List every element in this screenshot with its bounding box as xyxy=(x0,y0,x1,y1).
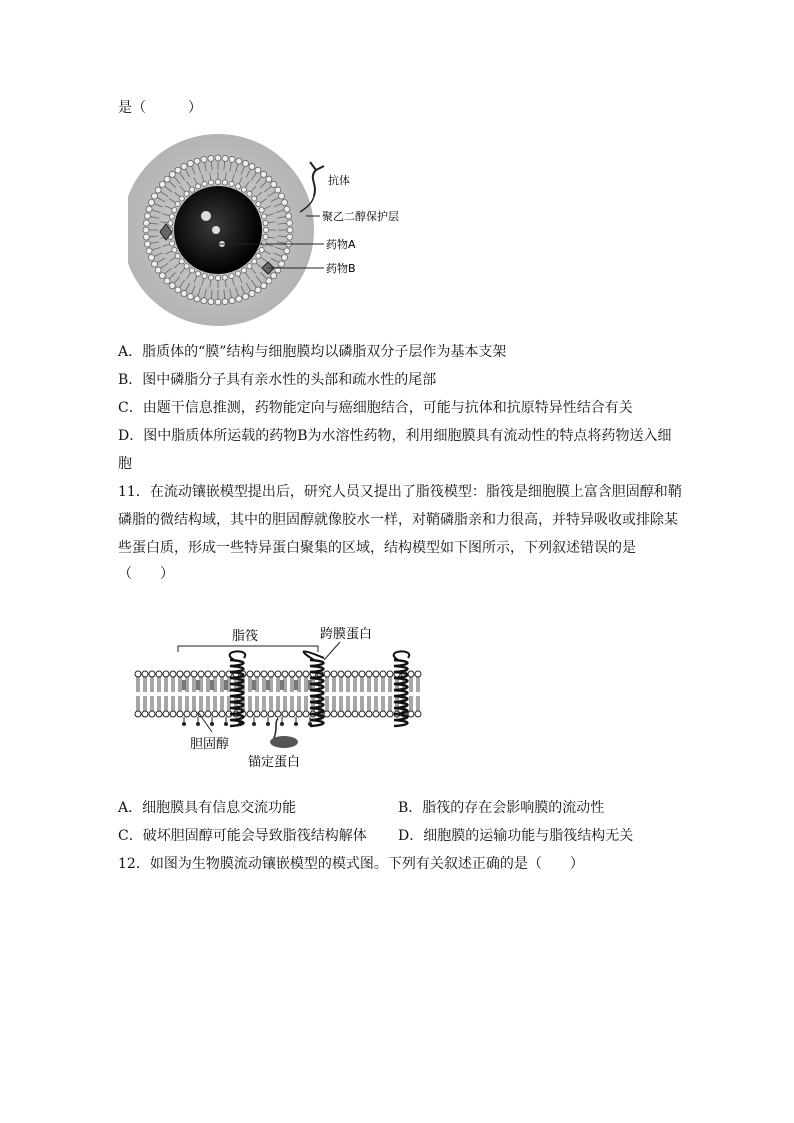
lipid-raft-label: 脂筏 xyxy=(232,629,259,644)
cholesterol-label: 胆固醇 xyxy=(190,737,230,752)
q11-stem-line2: 磷脂的微结构域，其中的胆固醇就像胶水一样，对鞘磷脂亲和力很高，并特异吸收或排除某 xyxy=(118,512,678,528)
antibody-label: 抗体 xyxy=(328,174,350,187)
q10-option-d-line2: 胞 xyxy=(118,456,132,472)
q11-option-d: D．细胞膜的运输功能与脂筏结构无关 xyxy=(398,828,634,844)
drug-b-label: 药物B xyxy=(326,262,356,275)
phospholipid-bilayer xyxy=(135,671,421,726)
drug-a-particle xyxy=(212,226,220,234)
anchor-protein-label: 锚定蛋白 xyxy=(248,755,301,770)
q11-stem-line4: （ ） xyxy=(118,566,174,582)
transmembrane-protein-label: 跨膜蛋白 xyxy=(320,627,373,642)
drug-a-label: 药物A xyxy=(326,238,356,251)
q11-stem-line3: 些蛋白质，形成一些特异蛋白聚集的区域，结构模型如下图所示，下列叙述错误的是 xyxy=(118,540,636,556)
q10-option-b: B．图中磷脂分子具有亲水性的头部和疏水性的尾部 xyxy=(118,372,437,388)
q11-option-a: A．细胞膜具有信息交流功能 xyxy=(118,800,297,816)
lipid-raft-bracket xyxy=(178,646,318,652)
q11-stem-line1: 11．在流动镶嵌模型提出后，研究人员又提出了脂筏模型：脂筏是细胞膜上富含胆固醇和鞘 xyxy=(118,484,682,500)
q10-option-d-line1: D．图中脂质体所运载的药物B为水溶性药物，利用细胞膜具有流动性的特点将药物送入细 xyxy=(118,428,672,444)
liposome-figure xyxy=(128,134,458,334)
q11-option-c: C．破坏胆固醇可能会导致脂筏结构解体 xyxy=(118,828,367,844)
drug-a-particle xyxy=(201,211,211,221)
q10-option-a: A．脂质体的“膜”结构与细胞膜均以磷脂双分子层作为基本支架 xyxy=(118,344,507,360)
q11-option-b: B．脂筏的存在会影响膜的流动性 xyxy=(398,800,605,816)
q10-option-c: C．由题干信息推测，药物能定向与癌细胞结合，可能与抗体和抗原特异性结合有关 xyxy=(118,400,633,416)
antibody-icon xyxy=(310,162,324,196)
peg-layer-label: 聚乙二醇保护层 xyxy=(322,210,399,223)
q12-stem: 12．如图为生物膜流动镶嵌模型的模式图。下列有关叙述正确的是（ ） xyxy=(118,856,584,872)
q10-stem-tail: 是（ ） xyxy=(118,100,202,116)
lipid-raft-figure xyxy=(128,620,428,772)
